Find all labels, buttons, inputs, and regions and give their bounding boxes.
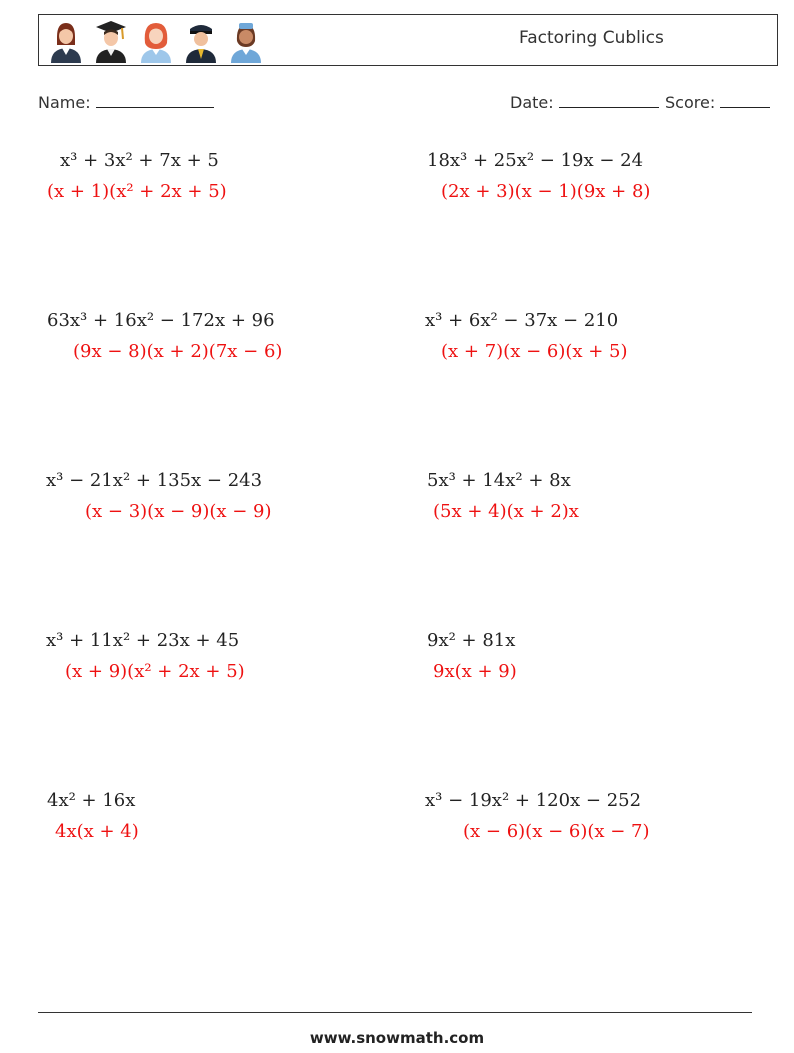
date-label: Date: xyxy=(510,93,554,112)
problem-4-answer: (x + 7)(x − 6)(x + 5) xyxy=(441,341,628,362)
footer-divider xyxy=(38,1012,752,1013)
graduate-avatar-icon xyxy=(92,19,130,63)
name-blank[interactable] xyxy=(96,93,214,108)
problem-5-question: x³ − 21x² + 135x − 243 xyxy=(46,470,263,491)
problem-6-question: 5x³ + 14x² + 8x xyxy=(427,470,571,491)
date-blank[interactable] xyxy=(559,93,659,108)
problem-6-answer: (5x + 4)(x + 2)x xyxy=(433,501,579,522)
avatar-row xyxy=(47,19,265,63)
problem-7-answer: (x + 9)(x² + 2x + 5) xyxy=(65,661,245,682)
score-field[interactable] xyxy=(665,93,770,112)
problem-5-answer: (x − 3)(x − 9)(x − 9) xyxy=(85,501,272,522)
name-label: Name: xyxy=(38,93,91,112)
footer-url[interactable]: www.snowmath.com xyxy=(309,1029,485,1047)
worksheet-header xyxy=(38,14,778,66)
problem-7-question: x³ + 11x² + 23x + 45 xyxy=(46,630,240,651)
problem-1-answer: (x + 1)(x² + 2x + 5) xyxy=(47,181,227,202)
problem-9-answer: 4x(x + 4) xyxy=(55,821,139,842)
problem-8-question: 9x² + 81x xyxy=(427,630,516,651)
problem-3-answer: (9x − 8)(x + 2)(7x − 6) xyxy=(73,341,283,362)
score-label: Score: xyxy=(665,93,716,112)
name-field[interactable] xyxy=(38,93,214,112)
woman-avatar-icon xyxy=(47,19,85,63)
problem-3-question: 63x³ + 16x² − 172x + 96 xyxy=(47,310,275,331)
problem-10-answer: (x − 6)(x − 6)(x − 7) xyxy=(463,821,650,842)
problem-2-question: 18x³ + 25x² − 19x − 24 xyxy=(427,150,644,171)
problem-2-answer: (2x + 3)(x − 1)(9x + 8) xyxy=(441,181,651,202)
score-blank[interactable] xyxy=(720,93,770,108)
problem-8-answer: 9x(x + 9) xyxy=(433,661,517,682)
date-field[interactable] xyxy=(510,93,659,112)
problem-9-question: 4x² + 16x xyxy=(47,790,136,811)
officer-avatar-icon xyxy=(182,19,220,63)
problem-1-question: x³ + 3x² + 7x + 5 xyxy=(60,150,219,171)
nurse-avatar-icon xyxy=(227,19,265,63)
worksheet-title: Factoring Cublics xyxy=(519,28,664,48)
redhead-woman-avatar-icon xyxy=(137,19,175,63)
problem-10-question: x³ − 19x² + 120x − 252 xyxy=(425,790,642,811)
problem-4-question: x³ + 6x² − 37x − 210 xyxy=(425,310,619,331)
